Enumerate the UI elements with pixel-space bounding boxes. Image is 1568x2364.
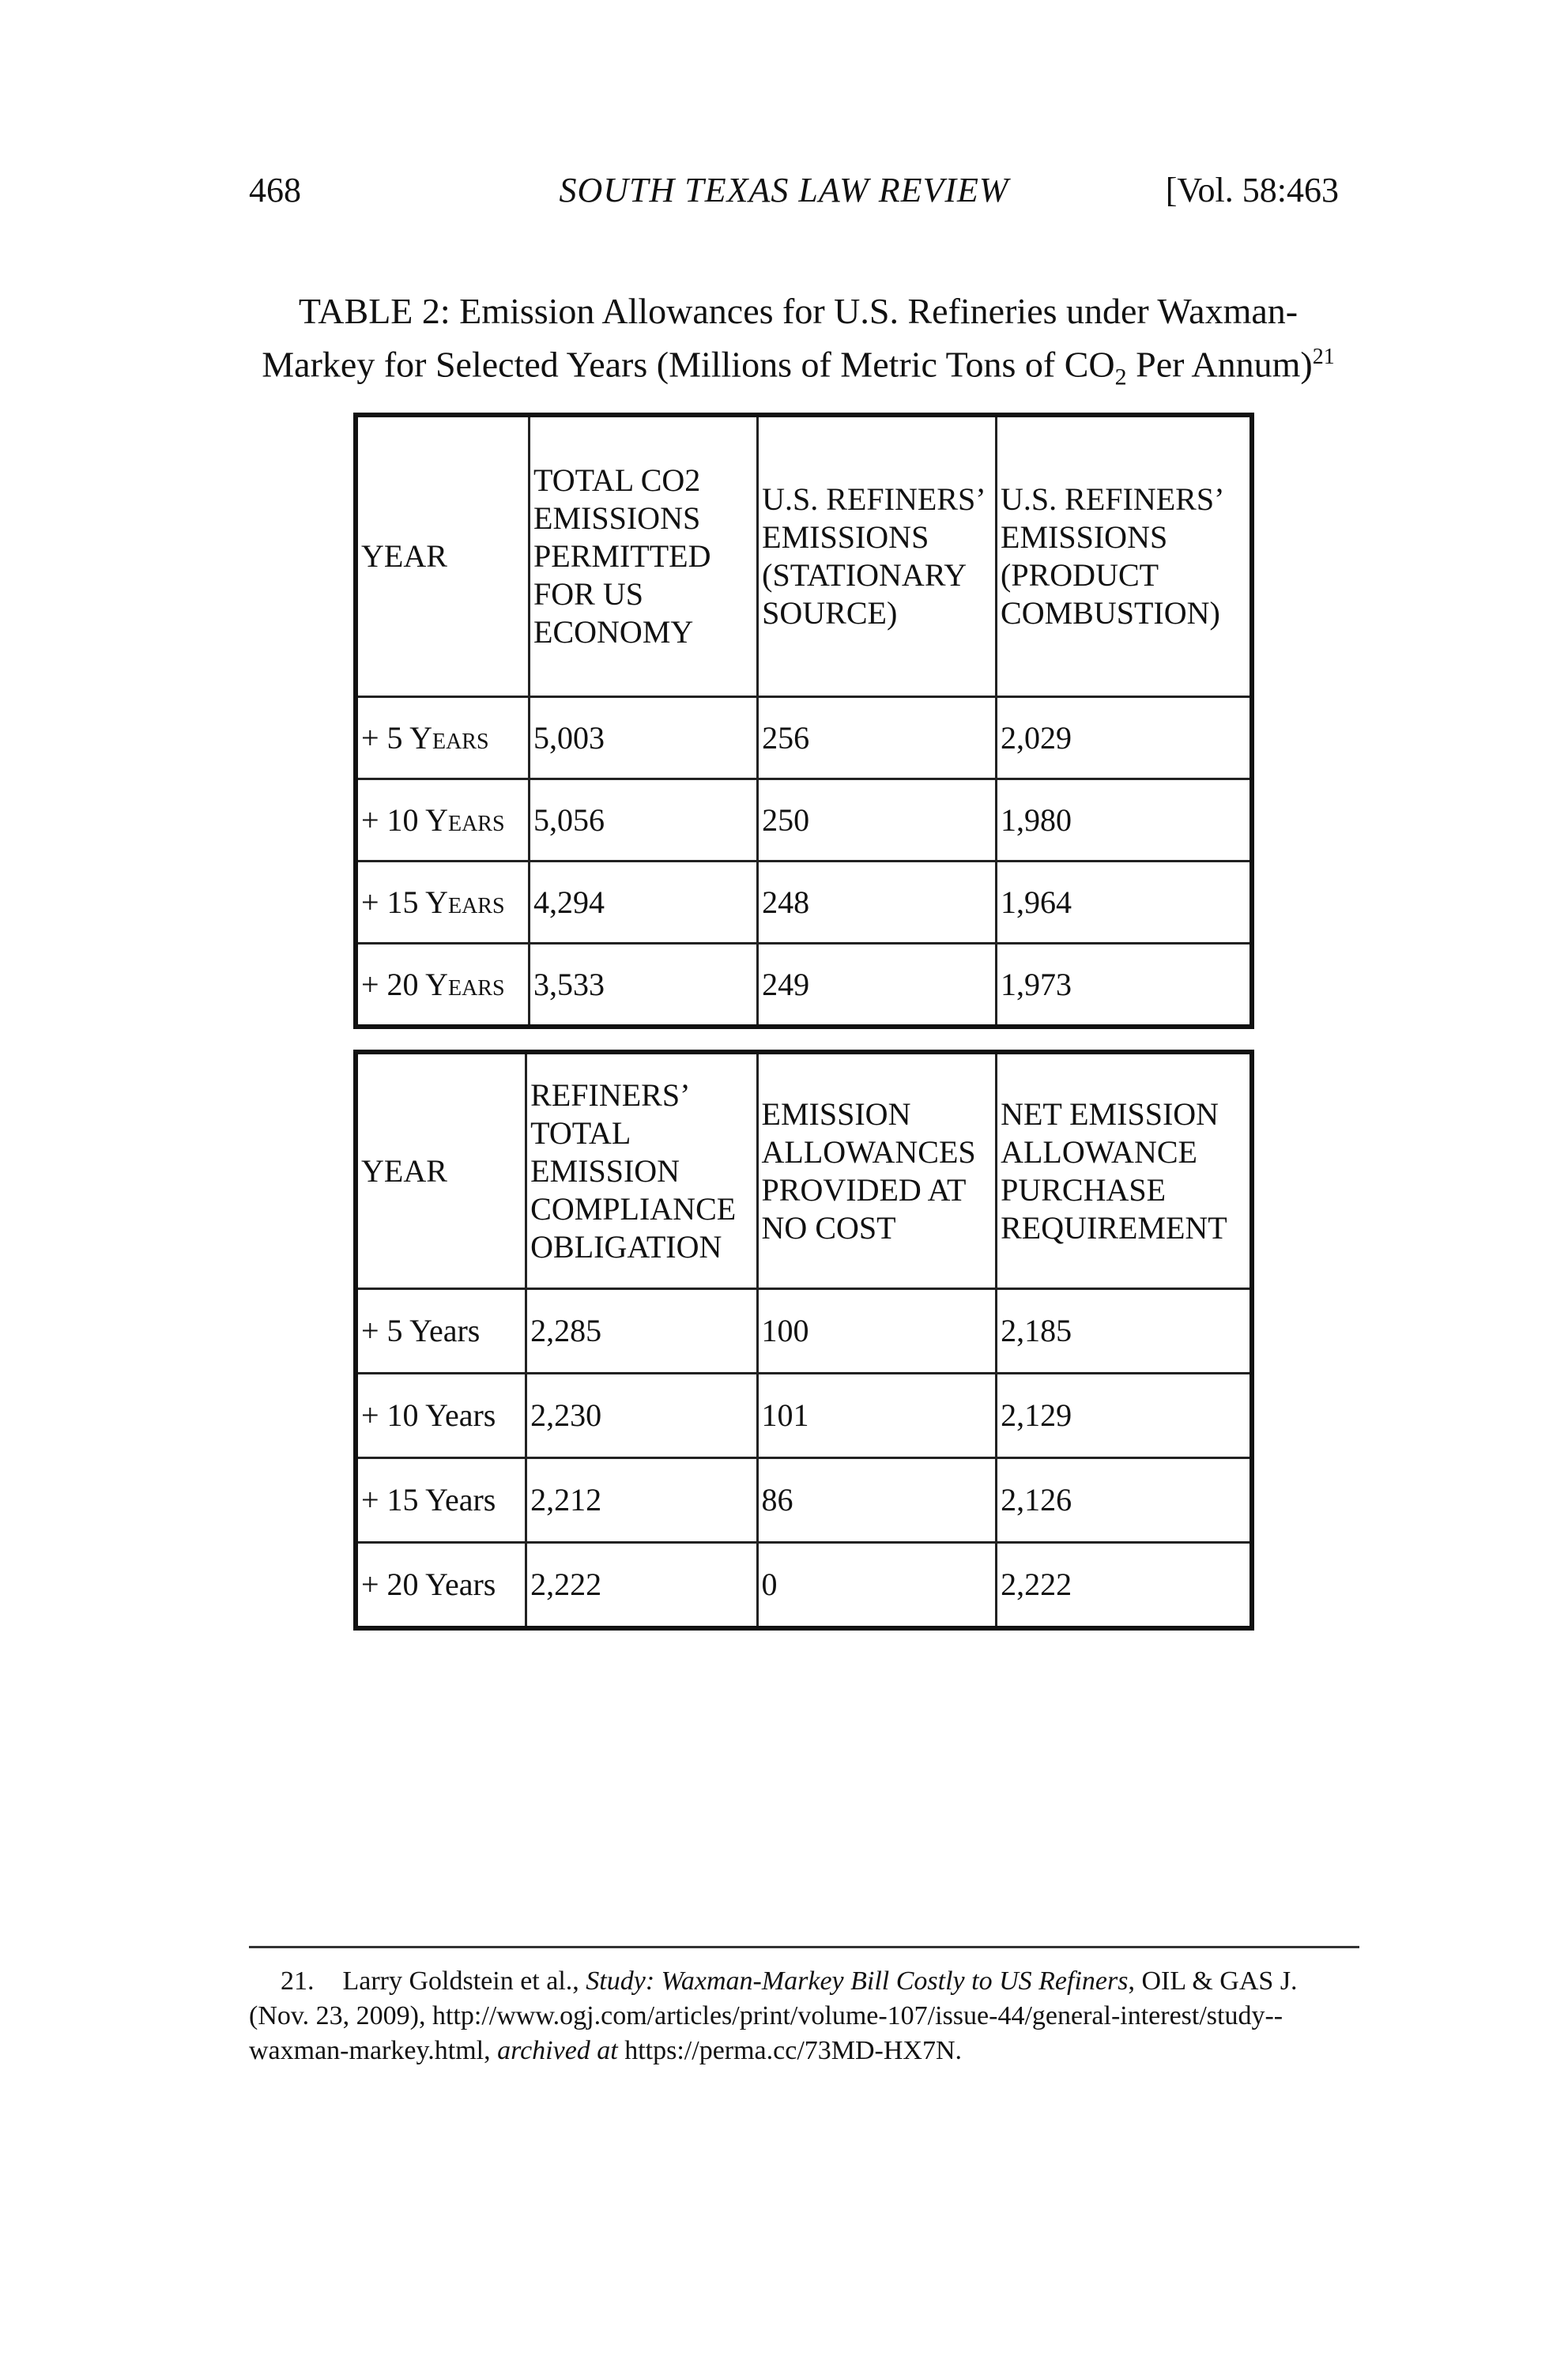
data-cell: 101 (757, 1374, 997, 1458)
data-cell: 4,294 (530, 862, 758, 944)
footnote-reference[interactable]: 21 (1312, 345, 1335, 369)
table-caption (237, 288, 1359, 401)
data-cell: 248 (758, 862, 997, 944)
caption-subscript: 2 (1114, 364, 1127, 390)
volume-citation: [Vol. 58:463 (1165, 171, 1339, 209)
year-cell: + 20 Years (356, 1543, 526, 1629)
page-number: 468 (249, 171, 301, 209)
running-head (0, 170, 1568, 217)
table-header-row (356, 1052, 1252, 1289)
year-cell: + 15 Years (356, 1458, 526, 1543)
data-cell: 2,222 (997, 1543, 1252, 1629)
data-cell: 0 (757, 1543, 997, 1629)
data-cell: 1,980 (997, 779, 1252, 862)
caption-line-2-text: Markey for Selected Years (Millions of Metric Tons of CO (262, 344, 1115, 385)
data-cell: 3,533 (530, 944, 758, 1027)
data-cell: 256 (758, 697, 997, 779)
header-cell-product-combustion: U.S. REFINERS’ EMISSIONS (PRODUCT COMBUSTION) (997, 415, 1252, 697)
year-cell: + 15 Years (356, 862, 530, 944)
caption-line-1: TABLE 2: Emission Allowances for U.S. Refineries under Waxman- (298, 291, 1298, 331)
footnote-article-title: Study: Waxman-Markey Bill Costly to US Refiners (586, 1966, 1129, 1996)
table-row (356, 944, 1252, 1027)
header-cell-year: YEAR (356, 415, 530, 697)
year-cell: + 5 Years (356, 697, 530, 779)
header-cell-allowances-no-cost: EMISSION ALLOWANCES PROVIDED AT NO COST (757, 1052, 997, 1289)
header-cell-compliance-obligation: REFINERS’ TOTAL EMISSION COMPLIANCE OBLIGATION (526, 1052, 757, 1289)
data-cell: 2,212 (526, 1458, 757, 1543)
data-cell: 2,230 (526, 1374, 757, 1458)
data-cell: 2,222 (526, 1543, 757, 1629)
data-cell: 1,973 (997, 944, 1252, 1027)
header-cell-year: YEAR (356, 1052, 526, 1289)
table-row (356, 1543, 1252, 1629)
table-row (356, 862, 1252, 944)
caption-line-2 (237, 334, 1359, 401)
data-cell: 2,126 (997, 1458, 1252, 1543)
data-cell: 100 (757, 1289, 997, 1374)
data-cell: 2,285 (526, 1289, 757, 1374)
header-cell-stationary-source: U.S. REFINERS’ EMISSIONS (STATIONARY SOURCE) (758, 415, 997, 697)
table-row (356, 1458, 1252, 1543)
data-cell: 1,964 (997, 862, 1252, 944)
emissions-table-upper (353, 413, 1254, 1029)
year-cell: + 5 Years (356, 1289, 526, 1374)
year-cell: + 20 Years (356, 944, 530, 1027)
data-cell: 2,185 (997, 1289, 1252, 1374)
data-cell: 2,029 (997, 697, 1252, 779)
footnote-source[interactable]: , OIL & GAS J. (Nov. 23, 2009), http://www.ogj.com/articles/print/volume-107/issue-44/general-interest/study--waxman-markey.html, (249, 1966, 1298, 2065)
footnote-number: 21. (281, 1966, 315, 1996)
data-cell: 86 (757, 1458, 997, 1543)
header-cell-total-emissions: TOTAL CO2 EMISSIONS PERMITTED FOR US ECONOMY (530, 415, 758, 697)
footnote-archived-label: archived at (497, 2036, 618, 2065)
header-cell-net-purchase: NET EMISSION ALLOWANCE PURCHASE REQUIREMENT (997, 1052, 1252, 1289)
emissions-table-lower (353, 1050, 1254, 1631)
data-cell: 250 (758, 779, 997, 862)
data-cell: 249 (758, 944, 997, 1027)
footnote-author: Larry Goldstein et al., (342, 1966, 586, 1996)
caption-line-2-end: Per Annum) (1126, 344, 1313, 385)
footnote-divider (249, 1946, 1359, 1948)
data-cell: 5,056 (530, 779, 758, 862)
footnote-archive-link[interactable]: https://perma.cc/73MD-HX7N. (617, 2036, 963, 2065)
data-cell: 2,129 (997, 1374, 1252, 1458)
year-cell: + 10 Years (356, 779, 530, 862)
data-cell: 5,003 (530, 697, 758, 779)
footnote-21 (249, 1964, 1359, 2068)
table-header-row (356, 415, 1252, 697)
table-row (356, 1289, 1252, 1374)
journal-title: SOUTH TEXAS LAW REVIEW (559, 171, 1009, 209)
year-cell: + 10 Years (356, 1374, 526, 1458)
table-row (356, 697, 1252, 779)
table-row (356, 779, 1252, 862)
table-row (356, 1374, 1252, 1458)
